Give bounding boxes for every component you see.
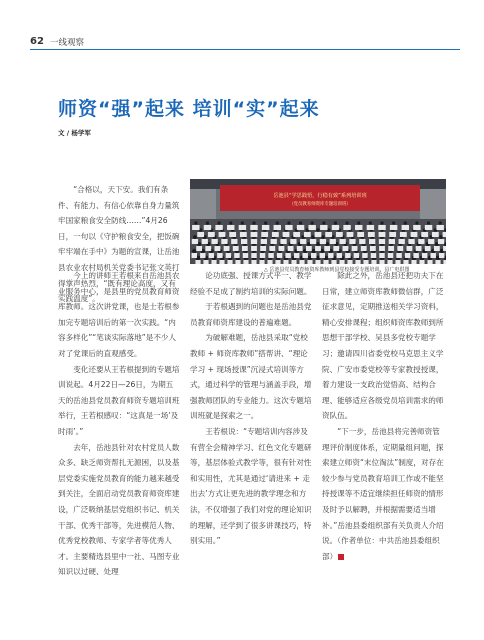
- audience-figure: [363, 260, 368, 264]
- audience-figure: [294, 253, 299, 258]
- audience-head: [193, 235, 197, 239]
- audience-figure: [215, 225, 222, 230]
- audience-figure: [241, 239, 247, 244]
- audience-figure: [378, 225, 385, 230]
- paragraph: 论功底强、授课方式平一、教学经验不足成了制约培训的实际问题。: [190, 271, 312, 296]
- audience-figure: [405, 253, 410, 258]
- audience-head: [252, 221, 255, 224]
- banner-title: 岳池县“学思践悟，行稳有致”系列培训班: [273, 193, 367, 199]
- audience-figure: [231, 239, 237, 244]
- audience-figure: [331, 260, 336, 264]
- audience-figure: [390, 225, 397, 230]
- audience-figure: [299, 260, 304, 264]
- audience-figure: [261, 239, 267, 244]
- audience-head: [206, 221, 209, 224]
- audience-figure: [435, 260, 440, 264]
- audience-figure: [422, 253, 427, 258]
- audience-head: [316, 228, 320, 232]
- audience-figure: [389, 239, 395, 244]
- audience-figure: [224, 246, 230, 251]
- audience-figure: [362, 253, 367, 258]
- audience-figure: [219, 232, 226, 237]
- audience-figure: [291, 260, 296, 264]
- audience-figure: [379, 253, 384, 258]
- audience-figure: [195, 260, 200, 264]
- audience-figure: [307, 260, 312, 264]
- audience-figure: [227, 225, 234, 230]
- audience-figure: [315, 260, 320, 264]
- audience-figure: [267, 260, 272, 264]
- audience-figure: [339, 239, 345, 244]
- audience-head: [311, 235, 315, 239]
- column-2: [190, 268, 312, 549]
- audience-figure: [290, 239, 296, 244]
- audience-figure: [235, 260, 240, 264]
- audience-figure: [320, 239, 326, 244]
- audience-figure: [361, 246, 367, 251]
- audience-figure: [355, 260, 360, 264]
- audience-figure: [352, 246, 358, 251]
- audience-figure: [229, 232, 236, 237]
- audience-figure: [211, 260, 216, 264]
- audience-figure: [260, 246, 266, 251]
- audience-head: [299, 221, 302, 224]
- audience-figure: [233, 246, 239, 251]
- audience-figure: [202, 239, 208, 244]
- audience-figure: [306, 246, 312, 251]
- audience-head: [311, 221, 314, 224]
- audience-figure: [388, 246, 394, 251]
- audience-figure: [333, 246, 339, 251]
- audience-figure: [209, 253, 214, 258]
- audience-figure: [325, 232, 332, 237]
- audience-head: [439, 221, 442, 224]
- audience-head: [229, 221, 232, 224]
- audience-figure: [421, 232, 428, 237]
- audience-figure: [379, 260, 384, 264]
- end-mark-icon: [338, 554, 344, 560]
- audience-head: [321, 235, 325, 239]
- audience-figure: [261, 232, 268, 237]
- audience-figure: [221, 239, 227, 244]
- audience-head: [217, 221, 220, 224]
- audience-figure: [304, 232, 311, 237]
- audience-figure: [425, 225, 432, 230]
- audience-head: [345, 221, 348, 224]
- audience-figure: [343, 246, 349, 251]
- audience-figure: [320, 225, 327, 230]
- audience-figure: [196, 246, 202, 251]
- audience-figure: [411, 260, 416, 264]
- audience-figure: [234, 253, 239, 258]
- audience-head: [194, 221, 197, 224]
- audience-head: [369, 221, 372, 224]
- column-1-body: [58, 268, 180, 580]
- audience-figure: [324, 246, 330, 251]
- header-rule: [30, 49, 460, 50]
- audience-figure: [268, 253, 273, 258]
- audience-figure: [413, 225, 420, 230]
- photo-caption: △ 岳池县党员教育师资库教师到县党校接受专题培训。县广电供图: [264, 267, 410, 273]
- audience-figure: [274, 225, 281, 230]
- audience-figure: [425, 246, 431, 251]
- audience-head: [392, 221, 395, 224]
- audience-figure: [345, 253, 350, 258]
- audience-figure: [408, 239, 414, 244]
- audience-figure: [240, 232, 247, 237]
- audience-head: [357, 221, 360, 224]
- audience-figure: [251, 246, 257, 251]
- audience-figure: [251, 239, 257, 244]
- audience-figure: [400, 232, 407, 237]
- audience-figure: [332, 225, 339, 230]
- audience-figure: [379, 239, 385, 244]
- audience-figure: [387, 260, 392, 264]
- audience-figure: [389, 232, 396, 237]
- paragraph: 除此之外，岳池县还把功夫下在日常，建立师资库教师微信群，广泛征求意见，定期推送相关学习资料，精心安排课程；组织师资库教师到所思想干部学校、吴县多党校专题学习；邀请四川省委党校马克思主义学院、广安市委党校等专家教授授课，着力建设一支政治觉悟高、结构合理、能够适应各级党员培训需求的师资队伍。: [322, 271, 444, 421]
- audience-figure: [323, 260, 328, 264]
- audience-figure: [285, 253, 290, 258]
- audience-figure: [203, 260, 208, 264]
- audience-figure: [328, 253, 333, 258]
- audience-figure: [416, 246, 422, 251]
- audience-figure: [436, 225, 443, 230]
- audience-figure: [388, 253, 393, 258]
- audience-figure: [413, 253, 418, 258]
- audience-figure: [192, 239, 198, 244]
- audience-figure: [297, 225, 304, 230]
- audience-figure: [379, 246, 385, 251]
- audience-figure: [379, 232, 386, 237]
- audience-figure: [419, 260, 424, 264]
- audience-figure: [227, 260, 232, 264]
- paragraph: “合格以，天下安。我们有条件、有能力、有信心依靠自身力量筑牢国家粮食安全防线……”4月26日，一句以《守护粮食安全，把饭碗牢牢端在手中》为题的宣课，让岳池县农业农村局机关党委书记张文英打得掌声热烈，“既有理论高度，又有实践温度”。: [58, 185, 180, 304]
- audience-figure: [355, 225, 362, 230]
- audience-figure: [211, 239, 217, 244]
- audience-figure: [371, 253, 376, 258]
- audience-figure: [205, 246, 211, 251]
- paragraph: 去年，岳池县针对农村党员人数众多、缺乏师资帮扎无源困，以及基层党委实施党员教育的能力越来越受到关注，全面启动党员教育师资库建设，广泛吸纳基层党组织书记、机关干部、优秀干部等，先进模范人物、优秀党校教师、专家学者等优秀人才。主要精选县里中一社、马图专业知识以过硬、处理: [58, 442, 180, 577]
- audience-figure: [430, 253, 435, 258]
- audience-figure: [192, 253, 197, 258]
- audience-figure: [293, 232, 300, 237]
- banner-subtitle: （党员教育师资库专题培训班）: [289, 202, 351, 207]
- audience-figure: [339, 260, 344, 264]
- audience-figure: [283, 232, 290, 237]
- paragraph: 变化还要从王若根提到的专题培训说起。4月22日—26日，为期五天的岳池县党员教育师资专题培训班举行，王若根感叹：“这真是一场‘及时雨’。”: [58, 364, 180, 436]
- audience-figure: [288, 246, 294, 251]
- paragraph: 今上的讲师王若根来自岳池县农业服务中心，是县里的党员教育师资库教师。这次讲党课，也是士若根参加完专题培训后的第一次实践。“内容多样化”“笔谈实际落地”是不少人对了党课后的直观感受。: [58, 271, 180, 358]
- audience-figure: [280, 239, 286, 244]
- audience-figure: [283, 260, 288, 264]
- audience-figure: [217, 253, 222, 258]
- audience-figure: [443, 232, 446, 237]
- audience-figure: [407, 246, 413, 251]
- audience-figure: [197, 232, 204, 237]
- audience-figure: [215, 246, 221, 251]
- audience-head: [192, 249, 196, 253]
- audience-head: [276, 221, 279, 224]
- audience-figure: [250, 225, 257, 230]
- audience-figure: [311, 253, 316, 258]
- audience-figure: [242, 246, 248, 251]
- audience-figure: [349, 239, 355, 244]
- audience-figure: [330, 239, 336, 244]
- audience-figure: [399, 239, 405, 244]
- paragraph: 为破解难题，岳池县采取“党校教师 + 师资库教师”搭帮讲、“理论学习 + 现场授课”沉浸式培训等方式，通过科学的管理与涵盖手段，增强教师团队的专业能力。这次专题培训班就是探索之一。: [190, 333, 312, 421]
- audience-figure: [403, 260, 408, 264]
- audience-figure: [259, 260, 264, 264]
- audience-figure: [320, 253, 325, 258]
- audience-head: [380, 221, 383, 224]
- audience-figure: [434, 246, 440, 251]
- audience-head: [241, 221, 244, 224]
- audience-figure: [285, 225, 292, 230]
- audience-head: [415, 221, 418, 224]
- audience-head: [427, 221, 430, 224]
- audience-figure: [277, 253, 282, 258]
- audience-figure: [369, 239, 375, 244]
- audience-figure: [192, 225, 199, 230]
- audience-figure: [315, 246, 321, 251]
- audience-figure: [208, 232, 215, 237]
- audience-figure: [396, 253, 401, 258]
- audience-figure: [336, 232, 343, 237]
- section-label: 一线观察: [50, 38, 85, 48]
- audience-figure: [427, 260, 432, 264]
- audience-figure: [402, 225, 409, 230]
- audience-figure: [411, 232, 418, 237]
- training-photo-illustration: [190, 179, 446, 264]
- audience-figure: [337, 253, 342, 258]
- audience-figure: [251, 260, 256, 264]
- audience-figure: [347, 260, 352, 264]
- audience-figure: [347, 232, 354, 237]
- audience-figure: [279, 246, 285, 251]
- audience-figure: [204, 225, 211, 230]
- audience-head: [264, 221, 267, 224]
- audience-figure: [397, 246, 403, 251]
- article-byline: 文 / 杨学军: [58, 129, 91, 137]
- audience-figure: [367, 225, 374, 230]
- audience-head: [404, 221, 407, 224]
- audience-figure: [271, 239, 277, 244]
- audience-figure: [297, 246, 303, 251]
- audience-figure: [359, 239, 365, 244]
- audience-figure: [275, 260, 280, 264]
- audience-figure: [272, 232, 279, 237]
- paragraph: [322, 424, 446, 564]
- audience-figure: [269, 246, 275, 251]
- column-3: [322, 268, 446, 564]
- audience-figure: [432, 232, 439, 237]
- audience-figure: [443, 246, 446, 251]
- audience-head: [334, 221, 337, 224]
- audience-figure: [219, 260, 224, 264]
- audience-figure: [243, 260, 248, 264]
- paragraph: 于若根遇到的问题也是岳池县党员教育师资库建设的普遍难题。: [190, 302, 312, 327]
- closing-text: “下一步，岳池县将完善师资管理评价制度体系，定期量组问题，探索建立师资“末位淘汰”制度，对存在较少参与党员教育培训工作或不能坚持授课等不适宜继续担任师资的情形及时予以解聘，并根据需要适当增补。”岳池县委组织部有关负责人介绍说。（作者单位：中共岳池县委组织部）: [322, 426, 444, 561]
- audience-figure: [251, 232, 258, 237]
- audience-figure: [395, 260, 400, 264]
- page-number: 62: [30, 36, 44, 47]
- paragraph: 王若根说：“专题培训内容涉及有营全会精神学习、红色文化专题研等，基层体验式教学等，很有针对性和实用性，尤其是通过‘请进来 + 走出去’方式让更先进的教学理念和方法，不仅增强了我们对党的理论知识的理解，还学到了很多讲课技巧，特别实用。”: [190, 426, 312, 546]
- audience-figure: [371, 260, 376, 264]
- audience-figure: [439, 253, 444, 258]
- audience-figure: [226, 253, 231, 258]
- audience-figure: [251, 253, 256, 258]
- article-title: 师资“强”起来 培训“实”起来: [58, 98, 320, 120]
- audience-figure: [262, 225, 269, 230]
- audience-head: [439, 235, 443, 239]
- audience-figure: [418, 239, 424, 244]
- audience-figure: [438, 239, 444, 244]
- training-photo: [190, 179, 446, 264]
- audience-figure: [368, 232, 375, 237]
- audience-figure: [315, 232, 322, 237]
- audience-figure: [300, 239, 306, 244]
- audience-figure: [443, 260, 446, 264]
- audience-figure: [260, 253, 265, 258]
- audience-figure: [243, 253, 248, 258]
- audience-figure: [354, 253, 359, 258]
- audience-figure: [302, 253, 307, 258]
- audience-head: [287, 221, 290, 224]
- audience-head: [316, 242, 320, 246]
- audience-figure: [428, 239, 434, 244]
- audience-figure: [310, 239, 316, 244]
- audience-figure: [239, 225, 246, 230]
- audience-figure: [370, 246, 376, 251]
- audience-figure: [308, 225, 315, 230]
- audience-figure: [357, 232, 364, 237]
- audience-figure: [200, 253, 205, 258]
- audience-head: [322, 221, 325, 224]
- audience-figure: [343, 225, 350, 230]
